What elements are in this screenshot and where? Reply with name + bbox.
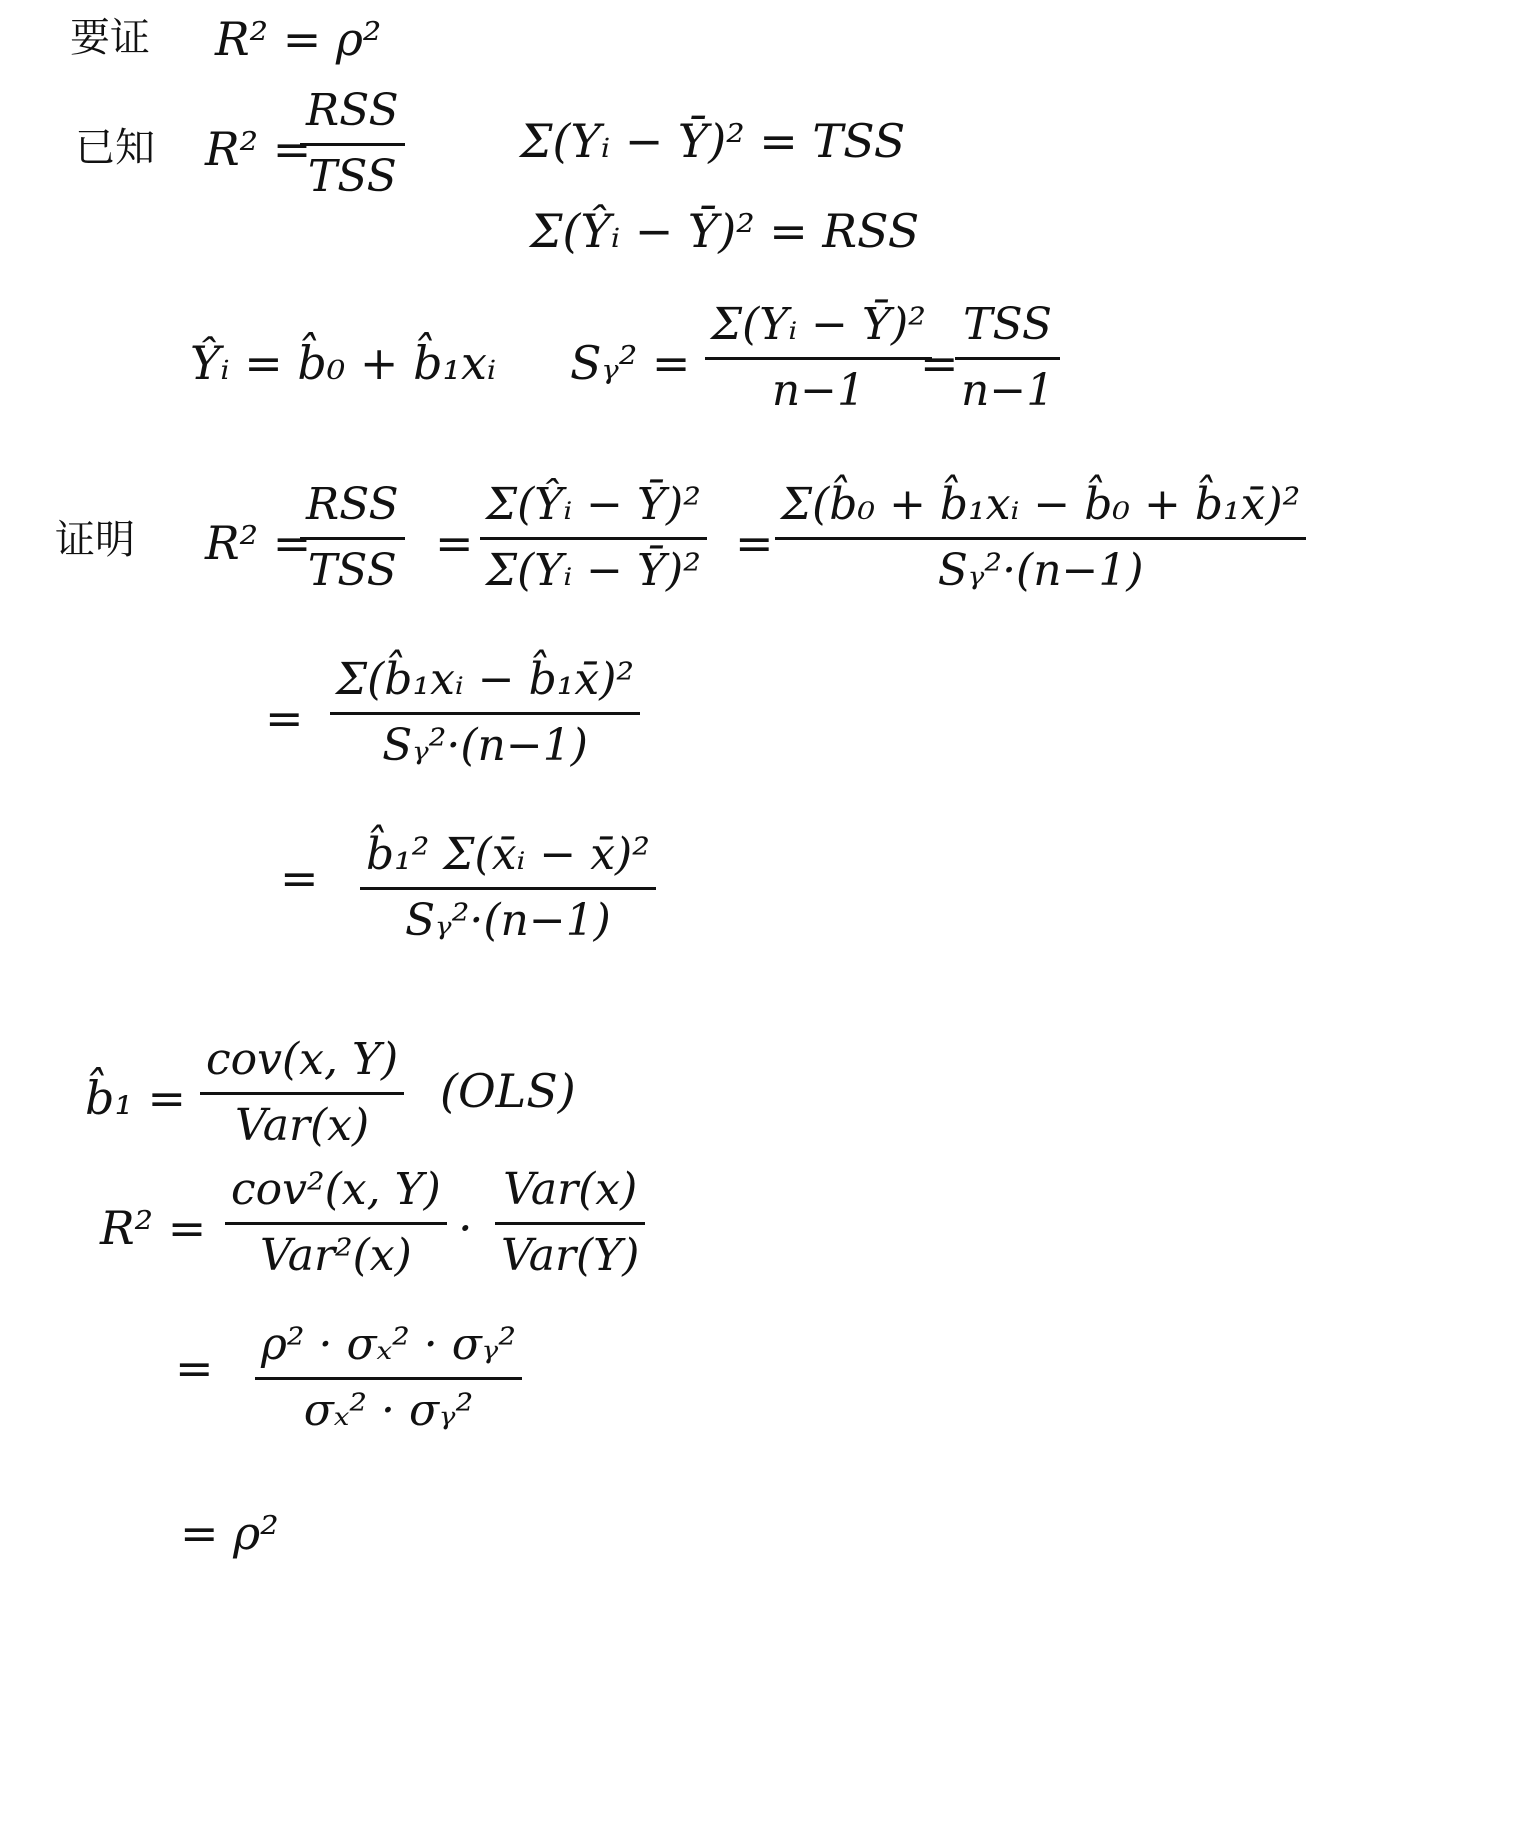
r2b-f1-numerator: cov²(x, Y) (231, 1164, 441, 1215)
goal-expression: R² = ρ² (215, 12, 382, 66)
r2-fraction (300, 86, 405, 202)
sy-denominator-2: n−1 (961, 364, 1055, 416)
r2-numerator: RSS (306, 85, 399, 136)
r2c-equals: = (175, 1341, 214, 1395)
proof-f1-numerator: RSS (306, 479, 399, 530)
sy-numerator: Σ(Yᵢ − Ȳ)² (711, 299, 926, 350)
proof-f2-denominator: Σ(Yᵢ − Ȳ)² (486, 544, 701, 596)
step3-denominator: Sᵧ²·(n−1) (404, 894, 611, 946)
fraction-bar (300, 143, 405, 146)
b1-fraction (200, 1035, 404, 1151)
step2-denominator: Sᵧ²·(n−1) (382, 719, 588, 771)
proof-f3-numerator: Σ(b̂₀ + b̂₁xᵢ − b̂₀ + b̂₁x̄)² (781, 479, 1301, 530)
step3-fraction (360, 830, 656, 946)
proof-equals-1: = (435, 516, 474, 570)
proof-f3-denominator: Sᵧ²·(n−1) (937, 544, 1144, 596)
r2c-denominator: σₓ² · σᵧ² (303, 1384, 474, 1436)
fraction-bar (955, 357, 1060, 360)
fraction-bar (330, 712, 640, 715)
proof-f1-denominator: TSS (307, 544, 397, 596)
fraction-bar (255, 1377, 522, 1380)
step2-numerator: Σ(b̂₁xᵢ − b̂₁x̄)² (336, 654, 635, 705)
r2b-fraction-2 (495, 1165, 645, 1281)
r2c-numerator: ρ² · σₓ² · σᵧ² (261, 1319, 516, 1370)
proof-f2-numerator: Σ(Ŷᵢ − Ȳ)² (486, 479, 701, 530)
r2b-f2-numerator: Var(x) (503, 1164, 638, 1215)
fraction-bar (480, 537, 707, 540)
r2b-f1-denominator: Var²(x) (260, 1229, 412, 1281)
b1-denominator: Var(x) (235, 1099, 370, 1151)
sy-equals: = (920, 336, 959, 390)
proof-lhs: R² = (205, 516, 312, 570)
sy-numerator-2: TSS (963, 299, 1053, 350)
rss-definition: Σ(Ŷᵢ − Ȳ)² = RSS (530, 204, 920, 258)
r2b-f2-denominator: Var(Y) (501, 1229, 640, 1281)
b1-lhs: b̂₁ = (85, 1071, 187, 1125)
fraction-bar (775, 537, 1306, 540)
given-label: 已知 (75, 125, 155, 171)
ols-note: (OLS) (440, 1064, 576, 1118)
proof-fraction-3 (775, 480, 1306, 596)
fraction-bar (360, 887, 656, 890)
step3-numerator: b̂₁² Σ(x̄ᵢ − x̄)² (366, 829, 650, 880)
proof-fraction-1 (300, 480, 405, 596)
sy-fraction-2 (955, 300, 1060, 416)
fraction-bar (495, 1222, 645, 1225)
r2c-fraction (255, 1320, 522, 1436)
r2b-lhs: R² = (100, 1201, 207, 1255)
proof-label: 证明 (55, 517, 135, 563)
r2b-fraction-1 (225, 1165, 447, 1281)
r2b-dot: · (458, 1201, 473, 1255)
step2-equals: = (265, 691, 304, 745)
final-result: = ρ² (180, 1506, 279, 1560)
proof-equals-2: = (735, 516, 774, 570)
sy-fraction (705, 300, 932, 416)
sy-denominator: n−1 (771, 364, 866, 416)
b1-numerator: cov(x, Y) (206, 1034, 399, 1085)
proof-fraction-2 (480, 480, 707, 596)
r2-denominator: TSS (307, 150, 397, 202)
fraction-bar (300, 537, 405, 540)
fraction-bar (200, 1092, 404, 1095)
fraction-bar (705, 357, 932, 360)
step3-equals: = (280, 851, 319, 905)
r2-lhs: R² = (205, 122, 312, 176)
step2-fraction (330, 655, 640, 771)
fraction-bar (225, 1222, 447, 1225)
goal-label: 要证 (70, 15, 150, 61)
yhat-definition: Ŷᵢ = b̂₀ + b̂₁xᵢ (190, 336, 497, 390)
tss-definition: Σ(Yᵢ − Ȳ)² = TSS (520, 114, 906, 168)
sy-lhs: Sᵧ² = (570, 336, 691, 390)
